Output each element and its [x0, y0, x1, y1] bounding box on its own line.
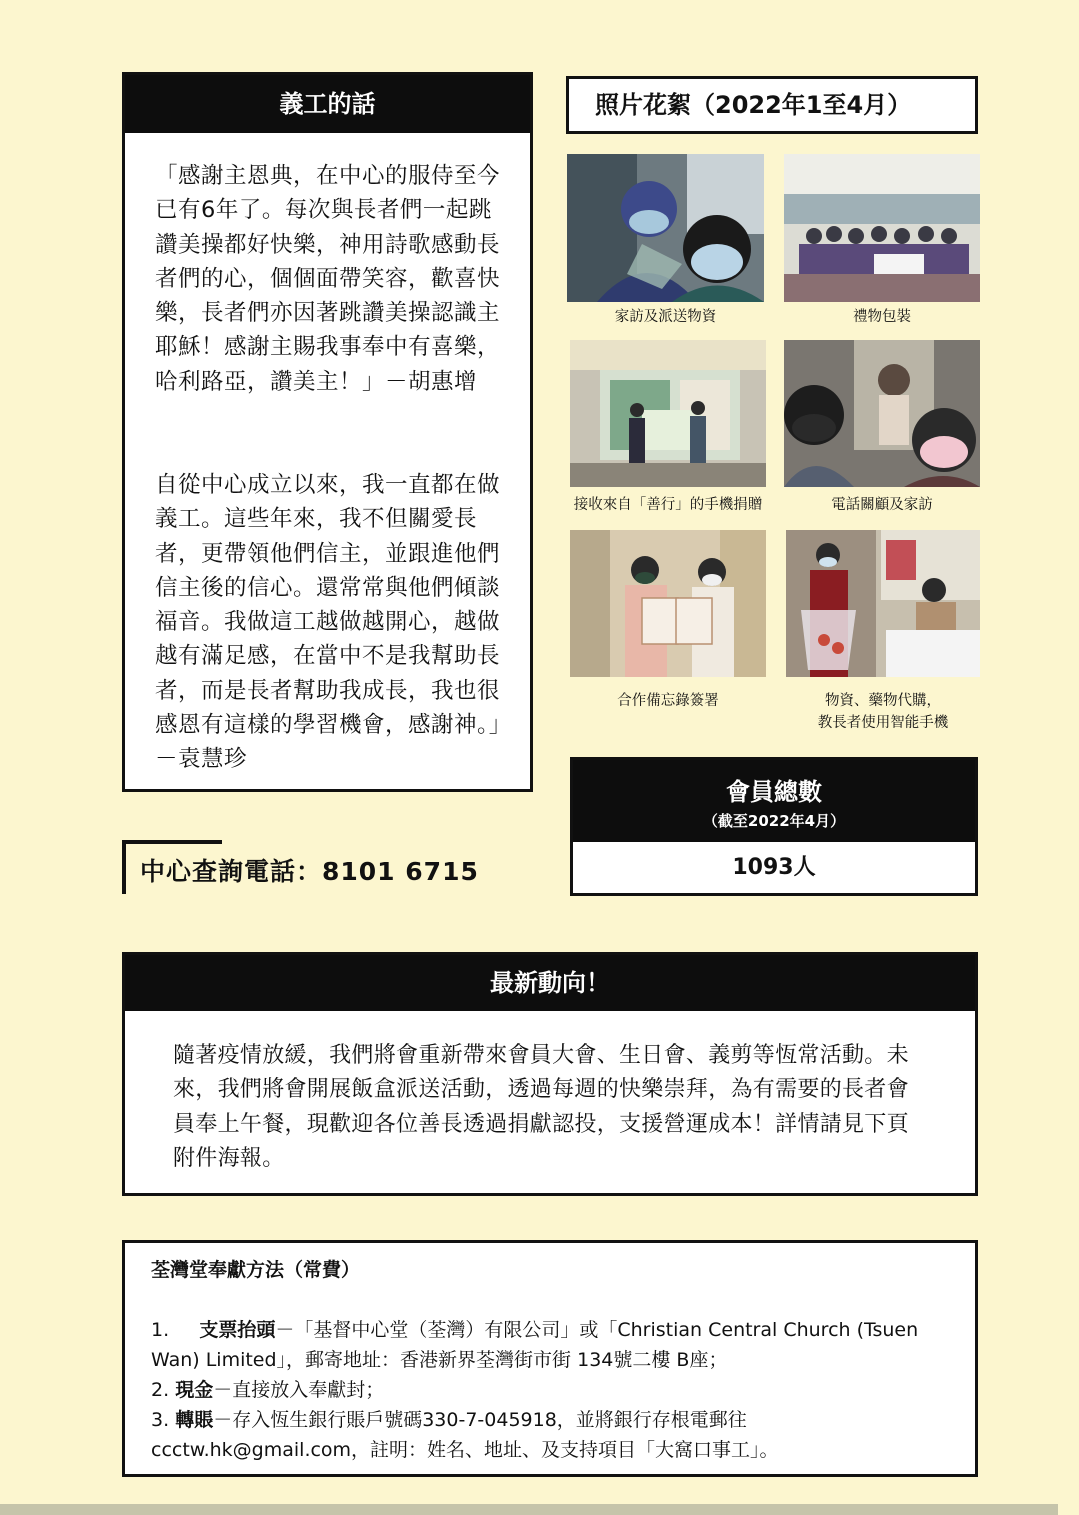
- photo-caption: 家訪及派送物資: [614, 309, 717, 325]
- offering-keyword: 轉賬: [175, 1409, 214, 1431]
- photo-caption: 合作備忘錄簽署: [617, 693, 719, 709]
- volunteer-box: [122, 72, 533, 792]
- offering-method-transfer-line-2: ccctw.hk@gmail.com，註明：姓名、地址、及支持項目「大窩口事工」。: [151, 1439, 779, 1461]
- photo-gallery-title: 照片花絮（2022年1至4月）: [566, 76, 978, 134]
- center-phone: 中心查詢電話：8101 6715: [140, 857, 479, 886]
- photo-caption: 物資、藥物代購，: [825, 693, 941, 709]
- volunteer-quote-2: 自從中心成立以來，我一直都在做義工。這些年來，我不但關愛長者，更帶領他們信主，並跟進他們信主後的信心。還常常與他們傾談福音。我做這工越做越開心，越做越有滿足感，在當中不是我幫助長者，而是長者幫助我成長，我也很感恩有這樣的學習機會，感謝神。」－袁慧珍: [155, 472, 501, 773]
- photo-caption: 電話關顧及家訪: [831, 497, 933, 513]
- member-count-box: [570, 757, 978, 896]
- photo-gift-packing: [784, 154, 980, 302]
- news-header: 最新動向！: [125, 955, 975, 1011]
- photo-caption: 禮物包裝: [853, 309, 911, 325]
- volunteer-header: 義工的話: [125, 75, 530, 133]
- offering-text: －「基督中心堂（荃灣）有限公司」或「Christian Central Church (Tsuen: [275, 1319, 919, 1341]
- offering-num: 2.: [151, 1379, 170, 1401]
- member-count-value: 1093人: [732, 855, 816, 880]
- bottom-bar: [0, 1504, 1058, 1515]
- news-box: [122, 952, 978, 1196]
- offering-keyword: 現金: [175, 1379, 214, 1401]
- volunteer-quote-1: 「感謝主恩典，在中心的服侍至今已有6年了。每次與長者們一起跳讚美操都好快樂，神用詩歌感動長者們的心，個個面帶笑容，歡喜快樂，長者們亦因著跳讚美操認識主耶穌！感謝主賜我事奉中有喜樂，哈利路亞，讚美主！」－胡惠增: [155, 163, 501, 395]
- photo-caption-line-2: 教長者使用智能手機: [817, 715, 949, 731]
- offering-keyword: 支票抬頭: [199, 1319, 276, 1341]
- member-count-subtitle: （截至2022年4月）: [702, 812, 846, 830]
- photo-phone-care: [784, 340, 980, 487]
- member-count-title: 會員總數: [726, 778, 822, 806]
- offering-title: 荃灣堂奉獻方法（常費）: [151, 1259, 361, 1281]
- offering-method-cheque-line-2: Wan) Limited」，郵寄地址：香港新界荃灣街市街 134號二樓 B座；: [151, 1349, 728, 1371]
- photo-caption: 接收來自「善行」的手機捐贈: [573, 497, 763, 513]
- member-count-header: [573, 760, 975, 842]
- news-body: 隨著疫情放緩，我們將會重新帶來會員大會、生日會、義剪等恆常活動。未來，我們將會開展飯盒派送活動，透過每週的快樂崇拜，為有需要的長者會員奉上午餐，現歡迎各位善長透過捐獻認投，支援營運成本！詳情請見下頁附件海報。: [173, 1043, 909, 1171]
- offering-method-transfer: [151, 1405, 951, 1435]
- photo-phone-donation: [570, 340, 766, 487]
- offering-method-cheque: [151, 1315, 951, 1345]
- offering-num: 1.: [151, 1319, 170, 1341]
- photo-supplies-smartphone: [786, 530, 980, 677]
- offering-text: －直接放入奉獻封；: [213, 1379, 385, 1401]
- photo-home-visit: [567, 154, 764, 302]
- offering-box: [122, 1240, 978, 1477]
- photo-mou-signing: [570, 530, 766, 677]
- offering-text: －存入恆生銀行賬戶號碼330-7-045918，並將銀行存根電郵往: [213, 1409, 747, 1431]
- offering-method-cash: [151, 1375, 951, 1405]
- offering-num: 3.: [151, 1409, 170, 1431]
